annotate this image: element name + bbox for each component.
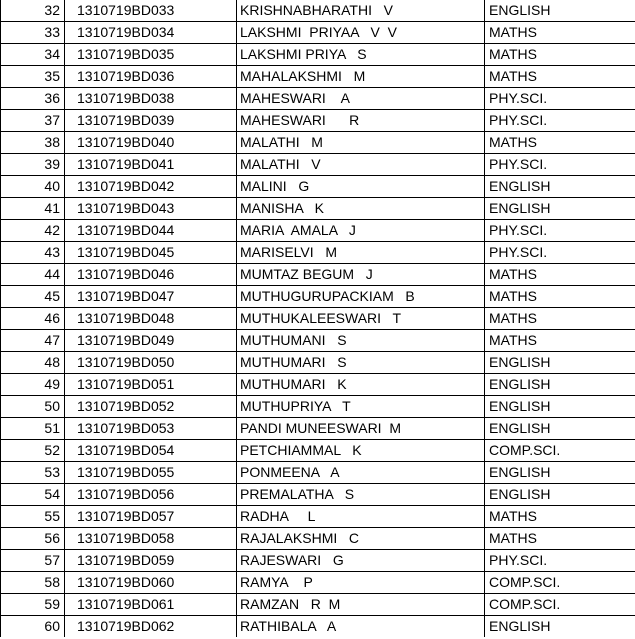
student-name-cell: RATHIBALA A bbox=[237, 616, 485, 638]
student-name-cell: MUTHUPRIYA T bbox=[237, 396, 485, 418]
register-number-cell: 1310719BD058 bbox=[65, 528, 237, 550]
serial-number-cell: 45 bbox=[1, 286, 65, 308]
subject-cell: ENGLISH bbox=[485, 484, 635, 506]
student-name-cell: MALATHI V bbox=[237, 154, 485, 176]
register-number-cell: 1310719BD054 bbox=[65, 440, 237, 462]
table-row bbox=[1, 110, 635, 132]
serial-number-cell: 32 bbox=[1, 0, 65, 22]
table-row bbox=[1, 572, 635, 594]
subject-cell: PHY.SCI. bbox=[485, 550, 635, 572]
subject-cell: PHY.SCI. bbox=[485, 154, 635, 176]
table-row bbox=[1, 484, 635, 506]
table-row bbox=[1, 44, 635, 66]
student-table-body bbox=[1, 0, 635, 637]
register-number-cell: 1310719BD048 bbox=[65, 308, 237, 330]
table-row bbox=[1, 374, 635, 396]
subject-cell: ENGLISH bbox=[485, 198, 635, 220]
table-row bbox=[1, 594, 635, 616]
register-number-cell: 1310719BD034 bbox=[65, 22, 237, 44]
table-row bbox=[1, 396, 635, 418]
register-number-cell: 1310719BD036 bbox=[65, 66, 237, 88]
student-name-cell: RAMYA P bbox=[237, 572, 485, 594]
table-row bbox=[1, 176, 635, 198]
register-number-cell: 1310719BD038 bbox=[65, 88, 237, 110]
subject-cell: MATHS bbox=[485, 286, 635, 308]
student-name-cell: MARIA AMALA J bbox=[237, 220, 485, 242]
table-row bbox=[1, 286, 635, 308]
table-row bbox=[1, 352, 635, 374]
serial-number-cell: 47 bbox=[1, 330, 65, 352]
serial-number-cell: 58 bbox=[1, 572, 65, 594]
student-name-cell: MARISELVI M bbox=[237, 242, 485, 264]
register-number-cell: 1310719BD040 bbox=[65, 132, 237, 154]
subject-cell: ENGLISH bbox=[485, 418, 635, 440]
register-number-cell: 1310719BD051 bbox=[65, 374, 237, 396]
subject-cell: PHY.SCI. bbox=[485, 110, 635, 132]
subject-cell: MATHS bbox=[485, 528, 635, 550]
register-number-cell: 1310719BD043 bbox=[65, 198, 237, 220]
student-name-cell: KRISHNABHARATHI V bbox=[237, 0, 485, 22]
subject-cell: ENGLISH bbox=[485, 396, 635, 418]
student-name-cell: MUTHUGURUPACKIAM B bbox=[237, 286, 485, 308]
serial-number-cell: 54 bbox=[1, 484, 65, 506]
student-name-cell: MUMTAZ BEGUM J bbox=[237, 264, 485, 286]
register-number-cell: 1310719BD039 bbox=[65, 110, 237, 132]
serial-number-cell: 41 bbox=[1, 198, 65, 220]
student-name-cell: MUTHUMANI S bbox=[237, 330, 485, 352]
serial-number-cell: 60 bbox=[1, 616, 65, 638]
subject-cell: MATHS bbox=[485, 66, 635, 88]
student-name-cell: MALINI G bbox=[237, 176, 485, 198]
student-name-cell: MAHESWARI A bbox=[237, 88, 485, 110]
subject-cell: ENGLISH bbox=[485, 462, 635, 484]
student-name-cell: PONMEENA A bbox=[237, 462, 485, 484]
register-number-cell: 1310719BD049 bbox=[65, 330, 237, 352]
serial-number-cell: 56 bbox=[1, 528, 65, 550]
subject-cell: MATHS bbox=[485, 264, 635, 286]
register-number-cell: 1310719BD044 bbox=[65, 220, 237, 242]
serial-number-cell: 57 bbox=[1, 550, 65, 572]
serial-number-cell: 53 bbox=[1, 462, 65, 484]
student-name-cell: MAHALAKSHMI M bbox=[237, 66, 485, 88]
register-number-cell: 1310719BD046 bbox=[65, 264, 237, 286]
register-number-cell: 1310719BD060 bbox=[65, 572, 237, 594]
register-number-cell: 1310719BD062 bbox=[65, 616, 237, 638]
student-name-cell: MUTHUMARI K bbox=[237, 374, 485, 396]
serial-number-cell: 50 bbox=[1, 396, 65, 418]
student-name-cell: MUTHUKALEESWARI T bbox=[237, 308, 485, 330]
subject-cell: ENGLISH bbox=[485, 176, 635, 198]
subject-cell: MATHS bbox=[485, 22, 635, 44]
table-row bbox=[1, 88, 635, 110]
table-row bbox=[1, 220, 635, 242]
register-number-cell: 1310719BD055 bbox=[65, 462, 237, 484]
serial-number-cell: 43 bbox=[1, 242, 65, 264]
subject-cell: PHY.SCI. bbox=[485, 220, 635, 242]
table-row bbox=[1, 0, 635, 22]
serial-number-cell: 59 bbox=[1, 594, 65, 616]
serial-number-cell: 35 bbox=[1, 66, 65, 88]
serial-number-cell: 37 bbox=[1, 110, 65, 132]
serial-number-cell: 49 bbox=[1, 374, 65, 396]
register-number-cell: 1310719BD053 bbox=[65, 418, 237, 440]
register-number-cell: 1310719BD042 bbox=[65, 176, 237, 198]
student-name-cell: MAHESWARI R bbox=[237, 110, 485, 132]
subject-cell: ENGLISH bbox=[485, 352, 635, 374]
register-number-cell: 1310719BD045 bbox=[65, 242, 237, 264]
register-number-cell: 1310719BD035 bbox=[65, 44, 237, 66]
serial-number-cell: 40 bbox=[1, 176, 65, 198]
subject-cell: ENGLISH bbox=[485, 616, 635, 638]
table-row bbox=[1, 330, 635, 352]
subject-cell: MATHS bbox=[485, 330, 635, 352]
table-row bbox=[1, 616, 635, 638]
subject-cell: ENGLISH bbox=[485, 0, 635, 22]
table-row bbox=[1, 308, 635, 330]
subject-cell: PHY.SCI. bbox=[485, 242, 635, 264]
register-number-cell: 1310719BD057 bbox=[65, 506, 237, 528]
register-number-cell: 1310719BD047 bbox=[65, 286, 237, 308]
register-number-cell: 1310719BD050 bbox=[65, 352, 237, 374]
student-name-cell: LAKSHMI PRIYAA V V bbox=[237, 22, 485, 44]
table-row bbox=[1, 66, 635, 88]
table-row bbox=[1, 132, 635, 154]
register-number-cell: 1310719BD052 bbox=[65, 396, 237, 418]
table-row bbox=[1, 462, 635, 484]
table-row bbox=[1, 22, 635, 44]
register-number-cell: 1310719BD041 bbox=[65, 154, 237, 176]
serial-number-cell: 36 bbox=[1, 88, 65, 110]
table-row bbox=[1, 506, 635, 528]
table-row bbox=[1, 154, 635, 176]
serial-number-cell: 52 bbox=[1, 440, 65, 462]
serial-number-cell: 44 bbox=[1, 264, 65, 286]
table-row bbox=[1, 264, 635, 286]
table-row bbox=[1, 528, 635, 550]
student-name-cell: RAJESWARI G bbox=[237, 550, 485, 572]
serial-number-cell: 48 bbox=[1, 352, 65, 374]
serial-number-cell: 51 bbox=[1, 418, 65, 440]
table-row bbox=[1, 440, 635, 462]
subject-cell: COMP.SCI. bbox=[485, 440, 635, 462]
register-number-cell: 1310719BD056 bbox=[65, 484, 237, 506]
register-number-cell: 1310719BD061 bbox=[65, 594, 237, 616]
student-name-cell: MUTHUMARI S bbox=[237, 352, 485, 374]
student-name-cell: MALATHI M bbox=[237, 132, 485, 154]
student-name-cell: RADHA L bbox=[237, 506, 485, 528]
table-row bbox=[1, 418, 635, 440]
student-name-cell: PETCHIAMMAL K bbox=[237, 440, 485, 462]
student-name-cell: RAMZAN R M bbox=[237, 594, 485, 616]
serial-number-cell: 34 bbox=[1, 44, 65, 66]
subject-cell: MATHS bbox=[485, 308, 635, 330]
register-number-cell: 1310719BD033 bbox=[65, 0, 237, 22]
register-number-cell: 1310719BD059 bbox=[65, 550, 237, 572]
student-name-cell: PANDI MUNEESWARI M bbox=[237, 418, 485, 440]
student-name-cell: PREMALATHA S bbox=[237, 484, 485, 506]
serial-number-cell: 39 bbox=[1, 154, 65, 176]
subject-cell: ENGLISH bbox=[485, 374, 635, 396]
subject-cell: COMP.SCI. bbox=[485, 594, 635, 616]
student-name-cell: RAJALAKSHMI C bbox=[237, 528, 485, 550]
subject-cell: MATHS bbox=[485, 506, 635, 528]
serial-number-cell: 38 bbox=[1, 132, 65, 154]
subject-cell: MATHS bbox=[485, 44, 635, 66]
student-name-cell: LAKSHMI PRIYA S bbox=[237, 44, 485, 66]
serial-number-cell: 42 bbox=[1, 220, 65, 242]
table-row bbox=[1, 242, 635, 264]
serial-number-cell: 46 bbox=[1, 308, 65, 330]
subject-cell: COMP.SCI. bbox=[485, 572, 635, 594]
table-row bbox=[1, 550, 635, 572]
student-name-cell: MANISHA K bbox=[237, 198, 485, 220]
serial-number-cell: 55 bbox=[1, 506, 65, 528]
subject-cell: PHY.SCI. bbox=[485, 88, 635, 110]
subject-cell: MATHS bbox=[485, 132, 635, 154]
serial-number-cell: 33 bbox=[1, 22, 65, 44]
table-row bbox=[1, 198, 635, 220]
